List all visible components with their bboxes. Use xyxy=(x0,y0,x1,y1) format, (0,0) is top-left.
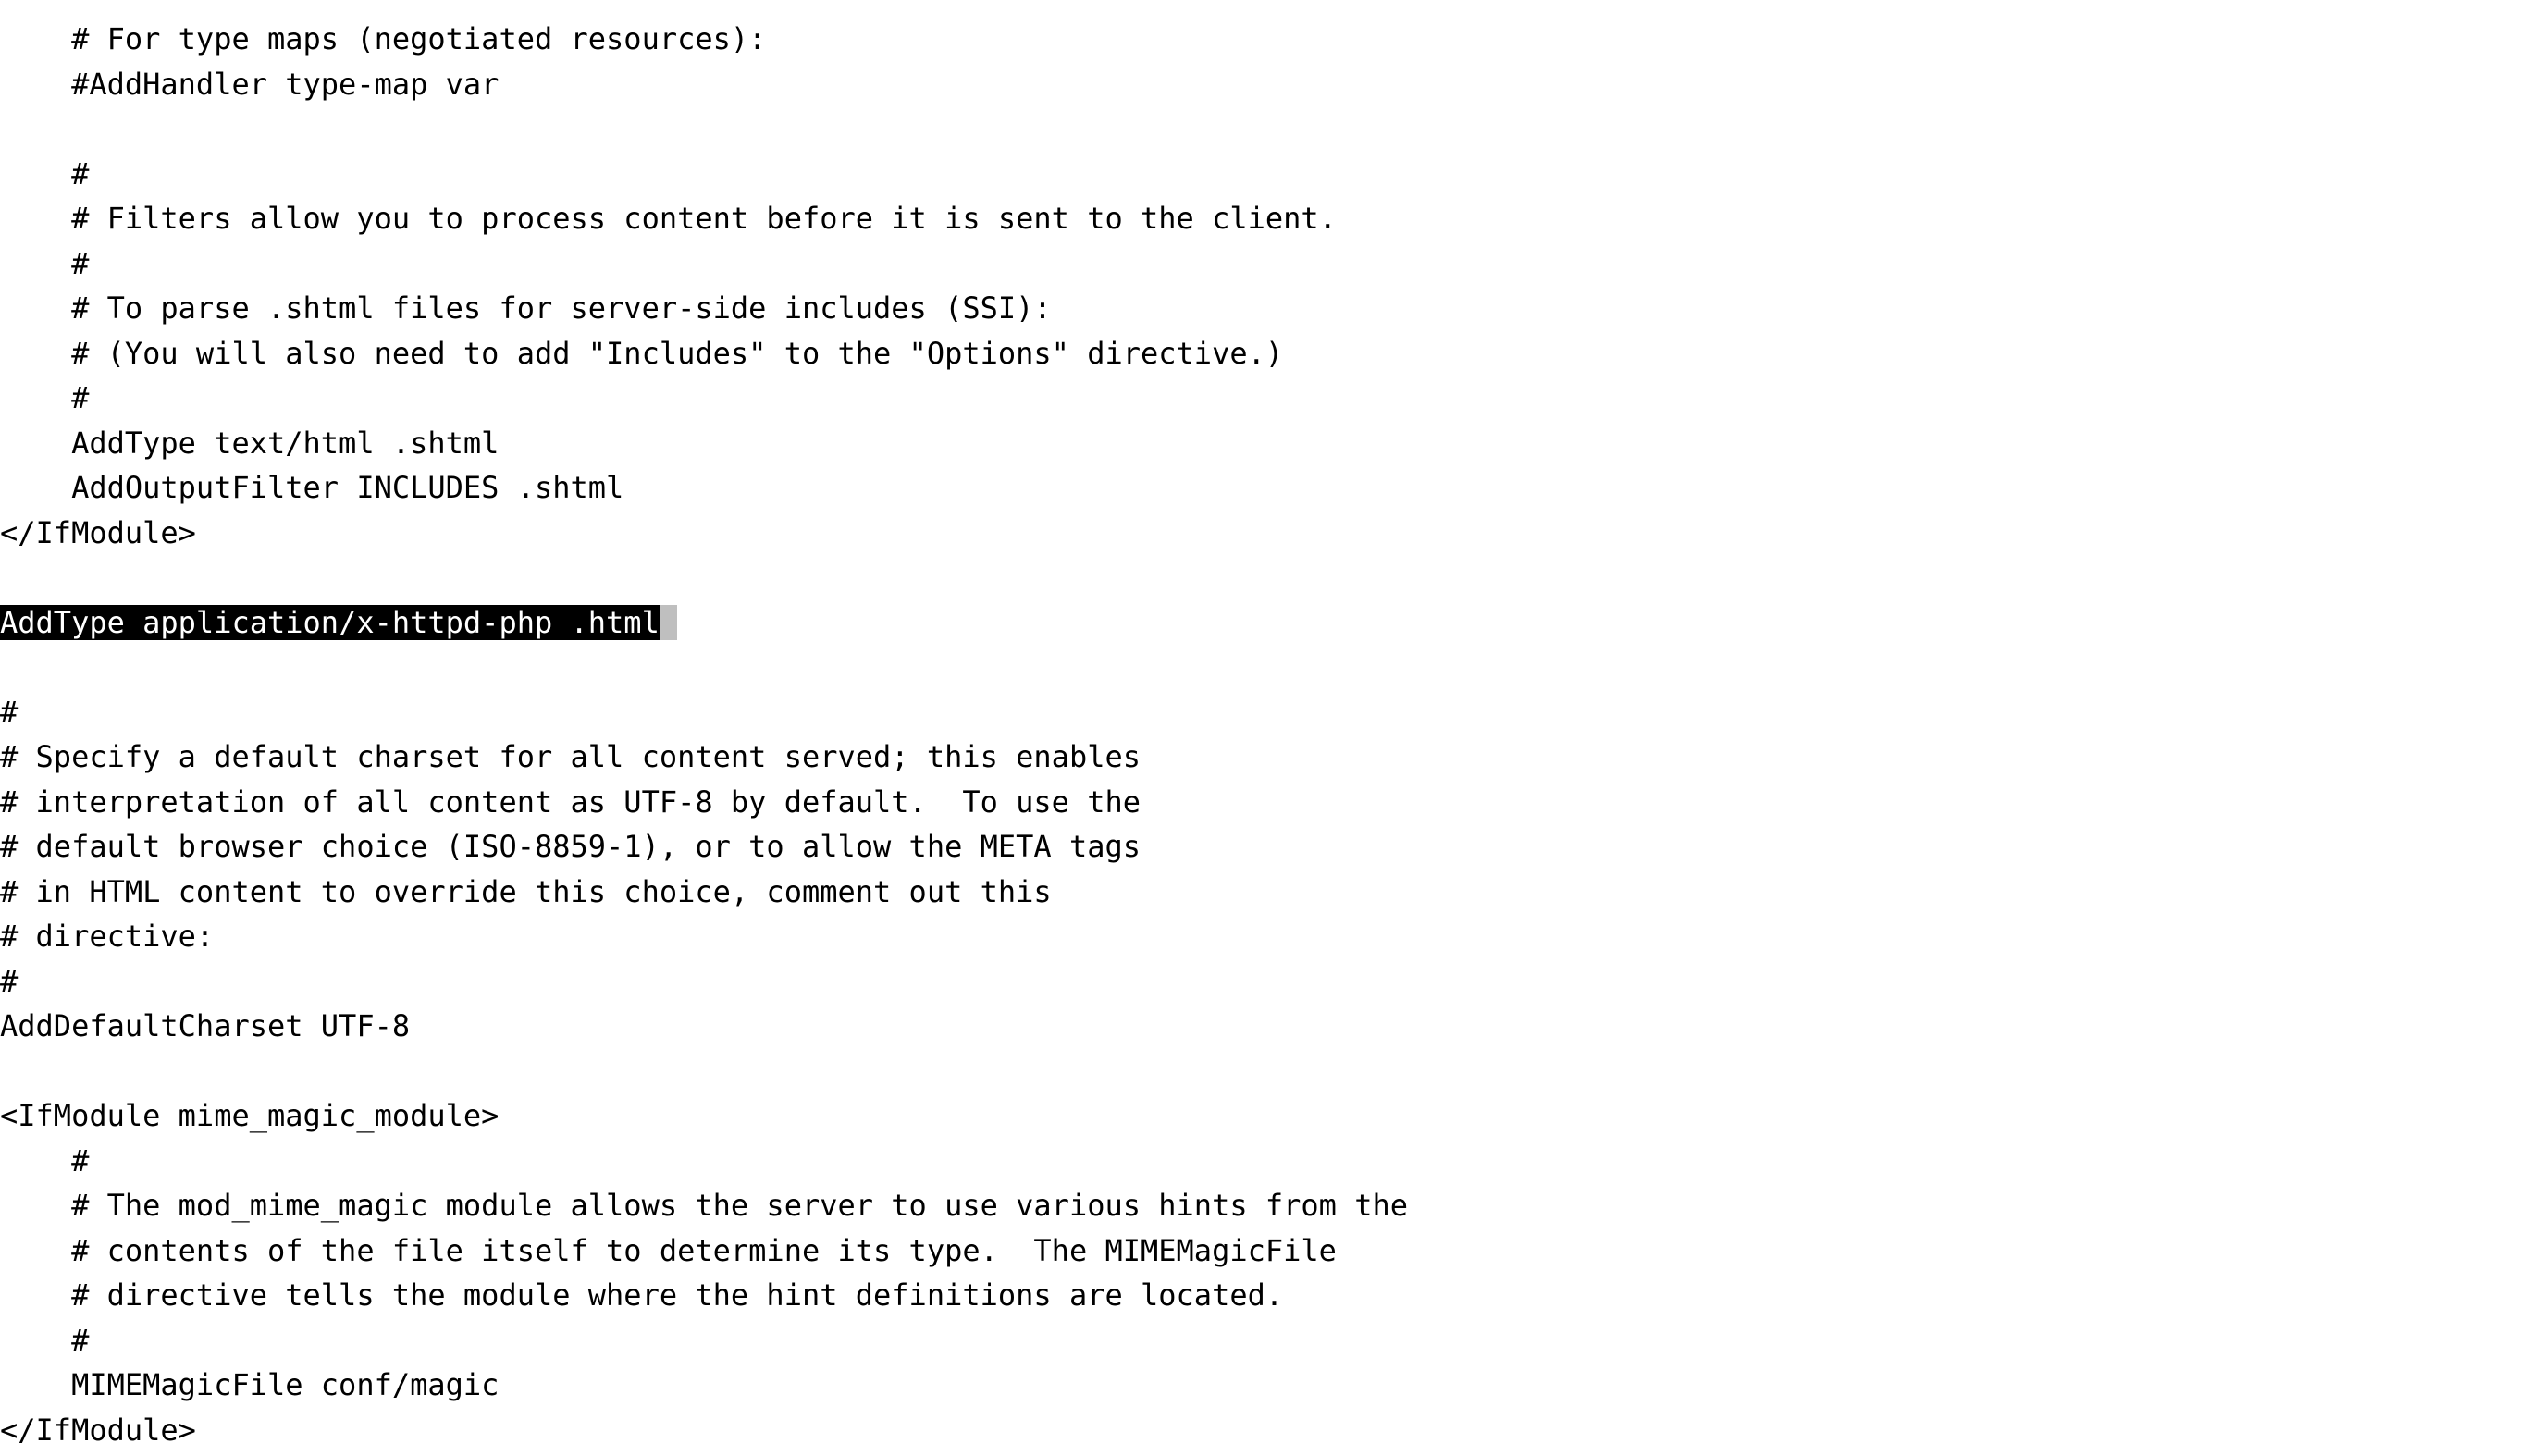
text-cursor xyxy=(660,605,677,640)
editor-line[interactable] xyxy=(0,1363,2542,1408)
editor-line[interactable] xyxy=(0,62,2542,107)
editor-line[interactable] xyxy=(0,690,2542,735)
line-text: # To parse .shtml files for server-side includes (SSI): xyxy=(0,290,1052,326)
line-text: # Specify a default charset for all content served; this enables xyxy=(0,739,1141,774)
line-text: # xyxy=(0,380,90,415)
line-text: </IfModule> xyxy=(0,514,196,550)
editor-line[interactable] xyxy=(0,645,2542,690)
line-text: # xyxy=(0,155,90,191)
line-text xyxy=(0,111,18,146)
editor-line[interactable] xyxy=(0,1228,2542,1274)
editor-line[interactable] xyxy=(0,914,2542,959)
editor-line[interactable] xyxy=(0,241,2542,287)
line-text xyxy=(0,649,18,685)
editor-line[interactable] xyxy=(0,1408,2542,1453)
editor-line[interactable] xyxy=(0,1273,2542,1318)
selected-text: AddType application/x-httpd-php .html xyxy=(0,604,660,640)
editor-line[interactable] xyxy=(0,600,2542,646)
line-text: # in HTML content to override this choice, comment out this xyxy=(0,873,1052,909)
editor-line[interactable] xyxy=(0,1139,2542,1184)
editor-line[interactable] xyxy=(0,421,2542,466)
editor-line[interactable] xyxy=(0,1049,2542,1094)
editor-line[interactable] xyxy=(0,106,2542,152)
editor-line[interactable] xyxy=(0,152,2542,197)
line-text: # Filters allow you to process content before it is sent to the client. xyxy=(0,201,1337,236)
editor-line[interactable] xyxy=(0,734,2542,780)
editor-line[interactable] xyxy=(0,824,2542,870)
line-text: # xyxy=(0,245,90,281)
line-text: # contents of the file itself to determine its type. The MIMEMagicFile xyxy=(0,1232,1337,1268)
editor-line[interactable] xyxy=(0,1183,2542,1228)
editor-line[interactable] xyxy=(0,196,2542,241)
line-text: # (You will also need to add "Includes" to the "Options" directive.) xyxy=(0,335,1284,371)
line-text: <IfModule mime_magic_module> xyxy=(0,1098,500,1133)
line-text: AddType text/html .shtml xyxy=(0,425,500,461)
line-text: # The mod_mime_magic module allows the server to use various hints from the xyxy=(0,1188,1408,1223)
editor-line[interactable] xyxy=(0,959,2542,1005)
editor-line[interactable] xyxy=(0,1318,2542,1363)
editor-line[interactable] xyxy=(0,780,2542,825)
line-text: # xyxy=(0,1142,90,1178)
editor-line[interactable] xyxy=(0,331,2542,376)
line-text: # directive: xyxy=(0,919,215,954)
line-text xyxy=(0,560,18,595)
line-text: # xyxy=(0,1322,90,1358)
line-text: # For type maps (negotiated resources): xyxy=(0,21,767,56)
editor-line[interactable] xyxy=(0,465,2542,511)
line-text: MIMEMagicFile conf/magic xyxy=(0,1367,500,1402)
editor-line[interactable] xyxy=(0,286,2542,331)
editor-line[interactable] xyxy=(0,1004,2542,1049)
line-text: # default browser choice (ISO-8859-1), or to allow the META tags xyxy=(0,829,1141,864)
line-text: # interpretation of all content as UTF-8 by default. To use the xyxy=(0,784,1141,820)
editor-line[interactable] xyxy=(0,1093,2542,1139)
editor-line[interactable] xyxy=(0,870,2542,915)
line-text: AddOutputFilter INCLUDES .shtml xyxy=(0,470,624,505)
line-text: # xyxy=(0,694,19,730)
line-text: </IfModule> xyxy=(0,1412,196,1448)
editor-line[interactable] xyxy=(0,376,2542,421)
line-text xyxy=(0,1054,18,1089)
line-text: # xyxy=(0,963,19,999)
editor-line[interactable] xyxy=(0,511,2542,556)
editor-line[interactable] xyxy=(0,555,2542,600)
line-text: # directive tells the module where the hint definitions are located. xyxy=(0,1277,1284,1313)
line-text: AddDefaultCharset UTF-8 xyxy=(0,1008,411,1043)
line-text: #AddHandler type-map var xyxy=(0,66,500,102)
editor-line[interactable] xyxy=(0,17,2542,62)
